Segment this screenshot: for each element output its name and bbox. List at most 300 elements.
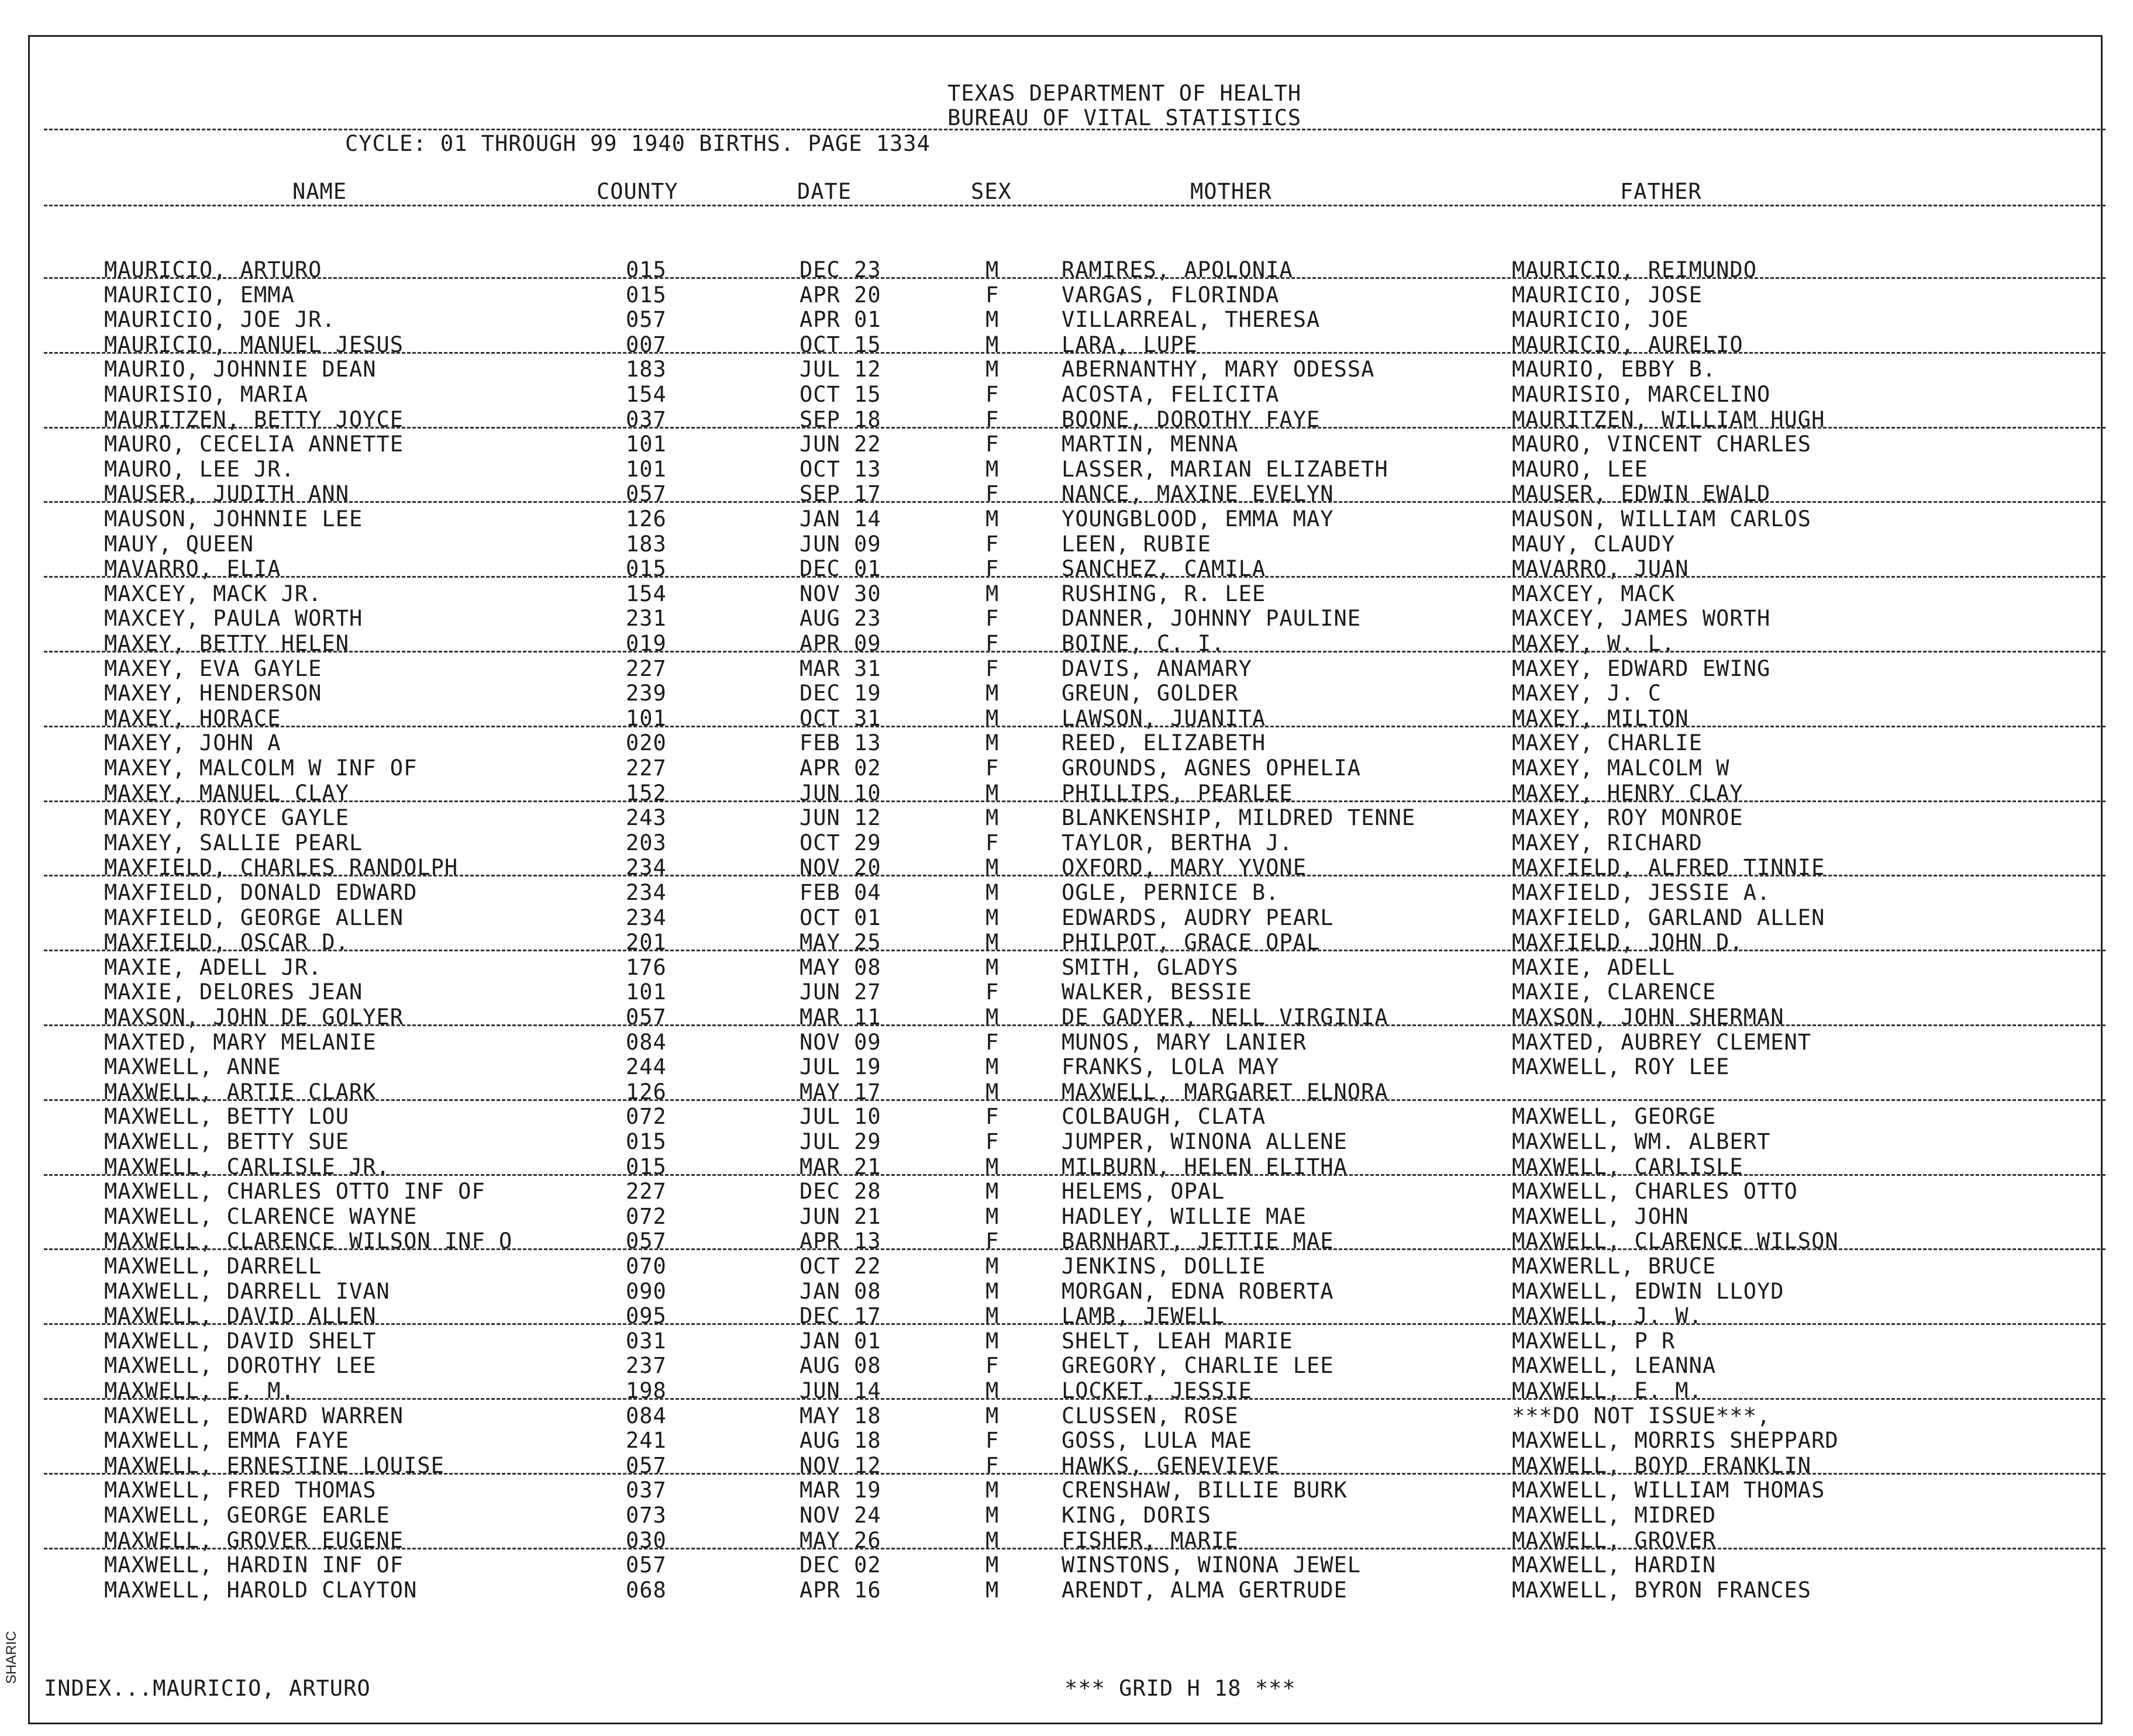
cell-father: MAXWELL, BYRON FRANCES [1512, 1577, 1812, 1603]
cell-father: MAUY, CLAUDY [1512, 531, 1676, 557]
row-separator [44, 1099, 2106, 1101]
row-separator [44, 651, 2106, 653]
cell-father: MAXEY, J. C [1512, 681, 1662, 706]
cell-mother: YOUNGBLOOD, EMMA MAY [1062, 506, 1334, 532]
cell-county: 244 [626, 1054, 667, 1080]
cell-sex: M [985, 805, 1000, 831]
cell-name: MAXWELL, GEORGE EARLE [104, 1503, 390, 1528]
cell-name: MAXEY, SALLIE PEARL [104, 830, 363, 855]
cell-father: MAXWELL, CLARENCE WILSON [1512, 1228, 1839, 1254]
cell-date: JUL 12 [800, 357, 881, 382]
cell-name: MAXEY, MANUEL CLAY [104, 780, 349, 806]
cell-sex: M [985, 1303, 1000, 1329]
cell-county: 019 [626, 631, 667, 656]
cell-name: MAXWELL, BETTY SUE [104, 1129, 349, 1154]
cell-sex: M [985, 730, 1000, 756]
cell-father: MAXCEY, MACK [1512, 581, 1676, 606]
cell-county: 007 [626, 332, 667, 357]
cell-county: 203 [626, 830, 667, 855]
cell-mother: HAWKS, GENEVIEVE [1062, 1452, 1280, 1478]
cell-mother: PHILLIPS, PEARLEE [1062, 780, 1293, 806]
cell-father: MAXWELL, HARDIN [1512, 1552, 1717, 1578]
column-sex-header: SEX [971, 179, 1012, 204]
cell-name: MAXWELL, ERNESTINE LOUISE [104, 1452, 444, 1478]
cell-date: APR 01 [800, 307, 881, 333]
cell-date: APR 02 [800, 755, 881, 781]
cell-county: 057 [626, 307, 667, 333]
cell-name: MAUSON, JOHNNIE LEE [104, 506, 363, 532]
table-row [0, 581, 2133, 606]
cell-date: MAY 18 [800, 1403, 881, 1428]
cell-name: MAXWELL, EDWARD WARREN [104, 1403, 404, 1428]
cell-father: MAXTED, AUBREY CLEMENT [1512, 1029, 1812, 1055]
cell-sex: M [985, 1005, 1000, 1030]
cell-date: OCT 29 [800, 830, 881, 855]
table-row [0, 307, 2133, 332]
cell-name: MAXFIELD, OSCAR D. [104, 930, 349, 955]
cell-father: MAXWELL, EDWIN LLOYD [1512, 1278, 1784, 1304]
cell-date: JUL 10 [800, 1104, 881, 1130]
cell-father: MAXWELL, E. M. [1512, 1378, 1703, 1403]
cell-county: 057 [626, 1005, 667, 1030]
cell-mother: GOSS, LULA MAE [1062, 1428, 1252, 1454]
cell-father: MAXEY, HENRY CLAY [1512, 780, 1743, 806]
cell-father: MAXCEY, JAMES WORTH [1512, 606, 1771, 631]
table-row [0, 955, 2133, 979]
cell-father: MAXWELL, ROY LEE [1512, 1054, 1730, 1080]
cell-sex: F [985, 979, 1000, 1005]
cell-county: 227 [626, 755, 667, 781]
cell-name: MAXSON, JOHN DE GOLYER [104, 1005, 404, 1030]
cell-mother: CLUSSEN, ROSE [1062, 1403, 1239, 1428]
cell-date: DEC 17 [800, 1303, 881, 1329]
cell-name: MAXWELL, FRED THOMAS [104, 1478, 377, 1503]
column-county-header: COUNTY [597, 179, 678, 204]
cell-county: 183 [626, 531, 667, 557]
cell-mother: MAXWELL, MARGARET ELNORA [1062, 1079, 1388, 1105]
cell-date: APR 13 [800, 1228, 881, 1254]
cell-county: 234 [626, 855, 667, 881]
cell-sex: F [985, 382, 1000, 407]
cell-name: MAXFIELD, CHARLES RANDOLPH [104, 855, 459, 881]
cell-mother: OGLE, PERNICE B. [1062, 880, 1280, 905]
cell-mother: ARENDT, ALMA GERTRUDE [1062, 1577, 1348, 1603]
cell-sex: M [985, 257, 1000, 282]
cell-name: MAXWELL, HARDIN INF OF [104, 1552, 404, 1578]
cell-county: 084 [626, 1403, 667, 1428]
cell-name: MAURIO, JOHNNIE DEAN [104, 357, 377, 382]
bureau-title: BUREAU OF VITAL STATISTICS [947, 105, 1302, 130]
cell-mother: REED, ELIZABETH [1062, 730, 1266, 756]
cell-date: APR 16 [800, 1577, 881, 1603]
cell-father: MAURICIO, AURELIO [1512, 332, 1743, 357]
cell-sex: M [985, 1254, 1000, 1279]
row-separator [44, 1398, 2106, 1400]
cell-date: JAN 14 [800, 506, 881, 532]
cell-date: DEC 28 [800, 1179, 881, 1204]
cell-date: MAR 31 [800, 655, 881, 681]
cell-name: MAXCEY, MACK JR. [104, 581, 322, 606]
cell-mother: VILLARREAL, THERESA [1062, 307, 1321, 333]
cell-mother: HELEMS, OPAL [1062, 1179, 1225, 1204]
cell-name: MAURO, LEE JR. [104, 456, 295, 482]
table-row [0, 805, 2133, 830]
cell-name: MAURICIO, MANUEL JESUS [104, 332, 404, 357]
cell-county: 070 [626, 1254, 667, 1279]
cell-name: MAXWELL, CLARENCE WAYNE [104, 1203, 418, 1229]
cell-mother: RUSHING, R. LEE [1062, 581, 1266, 606]
cell-name: MAUSER, JUDITH ANN [104, 481, 349, 507]
cell-county: 126 [626, 506, 667, 532]
cell-sex: F [985, 481, 1000, 507]
cell-mother: LEEN, RUBIE [1062, 531, 1212, 557]
cell-name: MAURITZEN, BETTY JOYCE [104, 406, 404, 432]
cell-mother: DANNER, JOHNNY PAULINE [1062, 606, 1362, 631]
cell-mother: MUNOS, MARY LANIER [1062, 1029, 1307, 1055]
cell-father: MAXEY, CHARLIE [1512, 730, 1703, 756]
table-row [0, 1328, 2133, 1353]
cell-sex: M [985, 1054, 1000, 1080]
cell-mother: KING, DORIS [1062, 1503, 1212, 1528]
cell-sex: M [985, 1203, 1000, 1229]
cell-mother: LARA, LUPE [1062, 332, 1198, 357]
cell-sex: M [985, 1079, 1000, 1105]
cell-date: JAN 01 [800, 1328, 881, 1354]
table-row [0, 1254, 2133, 1278]
cell-name: MAXTED, MARY MELANIE [104, 1029, 377, 1055]
table-row [0, 1104, 2133, 1128]
cell-date: JUN 21 [800, 1203, 881, 1229]
table-row [0, 457, 2133, 481]
cell-name: MAUY, QUEEN [104, 531, 254, 557]
table-row [0, 880, 2133, 905]
cell-sex: M [985, 506, 1000, 532]
cell-father: MAXFIELD, ALFRED TINNIE [1512, 855, 1825, 881]
cell-father: MAXEY, ROY MONROE [1512, 805, 1743, 831]
cell-county: 201 [626, 930, 667, 955]
cell-father: MAXEY, MALCOLM W [1512, 755, 1730, 781]
cell-sex: M [985, 456, 1000, 482]
cell-date: JUL 19 [800, 1054, 881, 1080]
cell-father: MAUSON, WILLIAM CARLOS [1512, 506, 1812, 532]
cell-county: 015 [626, 282, 667, 308]
cell-mother: JENKINS, DOLLIE [1062, 1254, 1266, 1279]
cell-name: MAURISIO, MARIA [104, 382, 309, 407]
cell-county: 095 [626, 1303, 667, 1329]
cell-father: MAXWELL, BOYD FRANKLIN [1512, 1452, 1812, 1478]
cell-mother: FISHER, MARIE [1062, 1527, 1239, 1553]
cell-father: MAURITZEN, WILLIAM HUGH [1512, 406, 1825, 432]
table-row [0, 432, 2133, 456]
cell-county: 154 [626, 382, 667, 407]
cell-name: MAXFIELD, GEORGE ALLEN [104, 905, 404, 930]
cell-father: MAXWELL, JOHN [1512, 1203, 1689, 1229]
table-row [0, 1030, 2133, 1054]
cell-father: MAXSON, JOHN SHERMAN [1512, 1005, 1784, 1030]
cell-county: 176 [626, 954, 667, 980]
cell-date: DEC 02 [800, 1552, 881, 1578]
cell-mother: DAVIS, ANAMARY [1062, 655, 1252, 681]
cell-sex: M [985, 880, 1000, 905]
cell-father: MAXFIELD, JOHN D. [1512, 930, 1743, 955]
table-row [0, 1129, 2133, 1154]
cell-father: MAURICIO, REIMUNDO [1512, 257, 1757, 282]
cell-name: MAXWELL, EMMA FAYE [104, 1428, 349, 1454]
cell-date: NOV 20 [800, 855, 881, 881]
row-separator [44, 1323, 2106, 1325]
cell-county: 198 [626, 1378, 667, 1403]
cell-sex: M [985, 1503, 1000, 1528]
cell-name: MAXEY, EVA GAYLE [104, 655, 322, 681]
table-row [0, 357, 2133, 381]
cell-name: MAXEY, ROYCE GAYLE [104, 805, 349, 831]
cell-date: AUG 23 [800, 606, 881, 631]
cell-mother: OXFORD, MARY YVONE [1062, 855, 1307, 881]
row-separator [44, 501, 2106, 503]
cell-county: 073 [626, 1503, 667, 1528]
table-row [0, 1204, 2133, 1228]
cell-name: MAXWELL, DOROTHY LEE [104, 1353, 377, 1379]
cell-date: SEP 18 [800, 406, 881, 432]
cell-mother: ACOSTA, FELICITA [1062, 382, 1280, 407]
cell-county: 126 [626, 1079, 667, 1105]
cell-sex: M [985, 1179, 1000, 1204]
cell-county: 030 [626, 1527, 667, 1553]
cell-county: 015 [626, 1129, 667, 1154]
row-separator [44, 1174, 2106, 1176]
cell-mother: WALKER, BESSIE [1062, 979, 1252, 1005]
table-row [0, 1478, 2133, 1502]
cycle-line: CYCLE: 01 THROUGH 99 1940 BIRTHS. PAGE 1334 [345, 131, 931, 156]
cell-date: MAY 17 [800, 1079, 881, 1105]
cell-name: MAXIE, ADELL JR. [104, 954, 322, 980]
cell-date: JUN 12 [800, 805, 881, 831]
cell-father: MAXWELL, GROVER [1512, 1527, 1717, 1553]
cell-date: MAY 08 [800, 954, 881, 980]
index-footer: INDEX...MAURICIO, ARTURO [44, 1676, 371, 1701]
cell-date: APR 09 [800, 631, 881, 656]
cell-county: 101 [626, 432, 667, 457]
cell-county: 015 [626, 556, 667, 582]
column-mother-header: MOTHER [1190, 179, 1272, 204]
cell-sex: F [985, 1452, 1000, 1478]
cell-county: 231 [626, 606, 667, 631]
cell-name: MAXWELL, CLARENCE WILSON INF O [104, 1228, 513, 1254]
cell-sex: F [985, 1228, 1000, 1254]
row-separator [44, 875, 2106, 876]
cell-sex: M [985, 1478, 1000, 1503]
column-date-header: DATE [797, 179, 852, 204]
table-row [0, 1054, 2133, 1079]
cell-county: 234 [626, 880, 667, 905]
cell-father: MAXFIELD, GARLAND ALLEN [1512, 905, 1825, 930]
cell-father: MAXEY, RICHARD [1512, 830, 1703, 855]
cell-sex: M [985, 581, 1000, 606]
cell-mother: SHELT, LEAH MARIE [1062, 1328, 1293, 1354]
cell-mother: VARGAS, FLORINDA [1062, 282, 1280, 308]
cell-sex: M [985, 332, 1000, 357]
agency-title: TEXAS DEPARTMENT OF HEALTH [947, 81, 1302, 106]
cell-mother: LASSER, MARIAN ELIZABETH [1062, 456, 1388, 482]
cell-mother: SMITH, GLADYS [1062, 954, 1239, 980]
cell-name: MAXWELL, E. M. [104, 1378, 295, 1403]
cell-father: MAXIE, CLARENCE [1512, 979, 1717, 1005]
cell-name: MAXWELL, BETTY LOU [104, 1104, 349, 1130]
cell-father: MAXWELL, GEORGE [1512, 1104, 1717, 1130]
table-row [0, 1353, 2133, 1378]
cell-father: MAURO, VINCENT CHARLES [1512, 432, 1812, 457]
cell-date: JUN 22 [800, 432, 881, 457]
cell-county: 183 [626, 357, 667, 382]
cell-name: MAXEY, MALCOLM W INF OF [104, 755, 418, 781]
cell-date: MAR 11 [800, 1005, 881, 1030]
cell-mother: GROUNDS, AGNES OPHELIA [1062, 755, 1362, 781]
column-father-header: FATHER [1620, 179, 1702, 204]
cell-sex: F [985, 556, 1000, 582]
cell-name: MAXWELL, ANNE [104, 1054, 281, 1080]
table-row [0, 1552, 2133, 1577]
cell-sex: F [985, 1029, 1000, 1055]
cell-mother: GREUN, GOLDER [1062, 681, 1239, 706]
cell-sex: M [985, 1403, 1000, 1428]
row-separator [44, 576, 2106, 578]
cell-mother: SANCHEZ, CAMILA [1062, 556, 1266, 582]
cell-sex: M [985, 681, 1000, 706]
cell-name: MAVARRO, ELIA [104, 556, 281, 582]
row-separator [44, 277, 2106, 279]
cell-father: MAXWELL, P R [1512, 1328, 1676, 1354]
cell-name: MAXWELL, DAVID SHELT [104, 1328, 377, 1354]
cell-county: 234 [626, 905, 667, 930]
grid-footer: *** GRID H 18 *** [1064, 1676, 1296, 1701]
cell-county: 101 [626, 979, 667, 1005]
cell-county: 037 [626, 1478, 667, 1503]
cell-mother: GREGORY, CHARLIE LEE [1062, 1353, 1334, 1379]
row-separator [44, 1548, 2106, 1549]
side-label: SHARIC [4, 1631, 19, 1684]
cell-county: 237 [626, 1353, 667, 1379]
table-row [0, 656, 2133, 681]
cell-father: MAURISIO, MARCELINO [1512, 382, 1771, 407]
cell-date: DEC 01 [800, 556, 881, 582]
cell-date: JUN 14 [800, 1378, 881, 1403]
cell-mother: COLBAUGH, CLATA [1062, 1104, 1266, 1130]
cell-county: 090 [626, 1278, 667, 1304]
table-row [0, 382, 2133, 406]
cell-father: MAXEY, W. L. [1512, 631, 1676, 656]
cell-county: 241 [626, 1428, 667, 1454]
cell-mother: DE GADYER, NELL VIRGINIA [1062, 1005, 1388, 1030]
cell-county: 152 [626, 780, 667, 806]
cell-date: MAR 21 [800, 1154, 881, 1179]
cell-father: MAURICIO, JOSE [1512, 282, 1703, 308]
cell-sex: M [985, 357, 1000, 382]
cell-county: 239 [626, 681, 667, 706]
cell-county: 101 [626, 456, 667, 482]
table-row [0, 1428, 2133, 1452]
cell-sex: M [985, 954, 1000, 980]
cell-sex: M [985, 905, 1000, 930]
row-separator [44, 726, 2106, 727]
cell-name: MAXWELL, CARLISLE JR. [104, 1154, 390, 1179]
cell-mother: BLANKENSHIP, MILDRED TENNE [1062, 805, 1416, 831]
table-row [0, 1503, 2133, 1527]
cell-sex: F [985, 282, 1000, 308]
cell-father: MAXWELL, MIDRED [1512, 1503, 1717, 1528]
cell-name: MAURICIO, JOE JR. [104, 307, 336, 333]
row-separator [44, 1248, 2106, 1250]
cell-date: DEC 19 [800, 681, 881, 706]
row-separator [44, 352, 2106, 354]
cell-father: MAURICIO, JOE [1512, 307, 1689, 333]
cell-father: MAXEY, MILTON [1512, 705, 1689, 731]
cell-mother: BARNHART, JETTIE MAE [1062, 1228, 1334, 1254]
cell-father: MAXWELL, CARLISLE [1512, 1154, 1743, 1179]
cell-father: MAXWELL, WM. ALBERT [1512, 1129, 1771, 1154]
cell-father: MAXWELL, CHARLES OTTO [1512, 1179, 1798, 1204]
cell-father: MAXIE, ADELL [1512, 954, 1676, 980]
cell-sex: F [985, 606, 1000, 631]
cell-mother: MARTIN, MENNA [1062, 432, 1239, 457]
cell-name: MAURICIO, ARTURO [104, 257, 322, 282]
cell-sex: M [985, 705, 1000, 731]
cell-date: SEP 17 [800, 481, 881, 507]
table-row [0, 606, 2133, 630]
cell-sex: F [985, 406, 1000, 432]
cell-name: MAXWELL, CHARLES OTTO INF OF [104, 1179, 485, 1204]
cell-county: 068 [626, 1577, 667, 1603]
cell-mother: TAYLOR, BERTHA J. [1062, 830, 1293, 855]
row-separator [44, 800, 2106, 802]
cell-father: MAXWELL, WILLIAM THOMAS [1512, 1478, 1825, 1503]
cell-county: 015 [626, 1154, 667, 1179]
cell-mother: ABERNANTHY, MARY ODESSA [1062, 357, 1375, 382]
cell-county: 015 [626, 257, 667, 282]
cell-county: 072 [626, 1203, 667, 1229]
cell-sex: M [985, 307, 1000, 333]
cell-date: DEC 23 [800, 257, 881, 282]
cell-county: 227 [626, 655, 667, 681]
cell-mother: MILBURN, HELEN ELITHA [1062, 1154, 1348, 1179]
cell-name: MAXIE, DELORES JEAN [104, 979, 363, 1005]
table-row [0, 755, 2133, 780]
table-row [0, 1279, 2133, 1303]
cell-mother: LAWSON, JUANITA [1062, 705, 1266, 731]
cell-mother: WINSTONS, WINONA JEWEL [1062, 1552, 1362, 1578]
cell-name: MAXWELL, DAVID ALLEN [104, 1303, 377, 1329]
cell-date: OCT 15 [800, 382, 881, 407]
cell-name: MAXEY, JOHN A [104, 730, 281, 756]
cell-mother: PHILPOT, GRACE OPAL [1062, 930, 1321, 955]
cell-father: MAURO, LEE [1512, 456, 1648, 482]
cell-date: MAY 25 [800, 930, 881, 955]
cell-county: 057 [626, 481, 667, 507]
cell-sex: M [985, 1552, 1000, 1578]
cell-county: 084 [626, 1029, 667, 1055]
cell-county: 057 [626, 1452, 667, 1478]
table-row [0, 905, 2133, 930]
table-row [0, 532, 2133, 556]
cell-mother: BOINE, C. I. [1062, 631, 1225, 656]
cell-date: AUG 08 [800, 1353, 881, 1379]
cell-sex: M [985, 1577, 1000, 1603]
cell-name: MAXEY, BETTY HELEN [104, 631, 349, 656]
cell-father: ***DO NOT ISSUE***, [1512, 1403, 1771, 1428]
cell-father: MAVARRO, JUAN [1512, 556, 1689, 582]
cell-father: MAXWELL, LEANNA [1512, 1353, 1717, 1379]
cell-father: MAURIO, EBBY B. [1512, 357, 1717, 382]
cell-sex: F [985, 655, 1000, 681]
